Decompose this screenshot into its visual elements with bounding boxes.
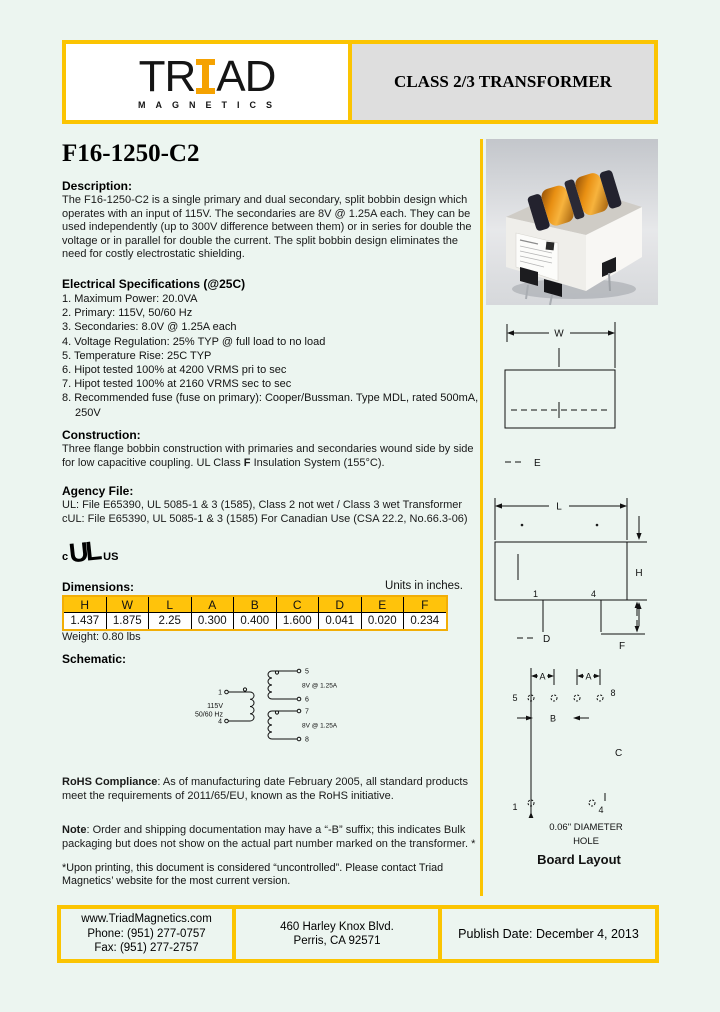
top-view-drawing xyxy=(487,318,657,486)
board-pin5-label: 5 xyxy=(512,693,518,703)
agency-section xyxy=(62,484,483,526)
construction-body xyxy=(62,443,483,470)
secondary1-rating-label: 8V @ 1.25A xyxy=(302,682,338,690)
board-layout-drawing xyxy=(487,660,667,872)
pin7-terminal-icon xyxy=(297,709,301,713)
pin4-terminal-icon xyxy=(225,719,229,723)
footer-website: www.TriadMagnetics.com xyxy=(81,913,212,926)
front-pin4-label: 4 xyxy=(591,589,597,599)
logo-text-ad: AD xyxy=(216,51,276,101)
header-box xyxy=(62,40,658,124)
electrical-list xyxy=(62,292,483,420)
dim-value: 0.300 xyxy=(191,613,234,631)
schematic-pin5-label: 5 xyxy=(305,668,309,676)
ul-mark-c: c xyxy=(62,551,69,563)
pin8-terminal-icon xyxy=(297,737,301,741)
footer-address-line1: 460 Harley Knox Blvd. xyxy=(280,920,394,933)
dim-header: E xyxy=(361,596,404,613)
primary-coil-icon xyxy=(250,692,254,721)
primary-polarity-dot xyxy=(243,688,246,691)
spec-item: 6. Hipot tested 100% at 4200 VRMS pri to sec xyxy=(62,364,287,377)
electrical-heading: Electrical Specifications (@25C) xyxy=(62,277,246,291)
dimensions-value-row xyxy=(63,613,447,631)
ul-mark-ul: UL xyxy=(67,535,101,569)
front-view-pins xyxy=(543,600,601,632)
footer-fax: Fax: (951) 277-2757 xyxy=(94,942,199,955)
f-dimension xyxy=(601,602,645,635)
w-dim-label: W xyxy=(554,328,564,340)
schematic-heading: Schematic: xyxy=(62,652,127,666)
spec-item: 5. Temperature Rise: 25C TYP xyxy=(62,349,212,362)
construction-text: Three flange bobbin construction with primaries and secondaries wound side by side for low capacitive coupling. UL Class xyxy=(62,443,474,469)
footer-contact-cell xyxy=(61,909,236,959)
a1-dim-label: A xyxy=(539,671,546,682)
board-pin1-label: 1 xyxy=(512,802,518,812)
secondary2-coil-icon xyxy=(268,711,272,739)
spec-item: 2. Primary: 115V, 50/60 Hz xyxy=(62,307,193,320)
pin6-terminal-icon xyxy=(297,697,301,701)
footer-phone: Phone: (951) 277-0757 xyxy=(87,927,206,940)
dim-value: 1.437 xyxy=(63,613,106,631)
pin5-terminal-icon xyxy=(297,669,301,673)
spec-item: 7. Hipot tested 100% at 2160 VRMS sec to sec xyxy=(62,378,292,391)
dim-value: 0.041 xyxy=(319,613,362,631)
note-paragraph xyxy=(62,824,483,851)
logo-subtitle: MAGNETICS xyxy=(138,99,282,110)
dim-value: 1.600 xyxy=(276,613,319,631)
c-dim-label: C xyxy=(615,748,623,759)
part-number: F16-1250-C2 xyxy=(62,140,200,167)
dim-header: W xyxy=(106,596,149,613)
front-pin1-label: 1 xyxy=(533,589,539,599)
description-body: The F16-1250-C2 is a single primary and dual secondary, split bobbin design which operates with an input of 115V. The secondaries are 8V @ 1.25A each. They can be used independently (up to 300V difference between them) or in series for double the voltage or in parallel for double the current. The split bobbin design eliminates the need for costly electrostatic shielding. xyxy=(62,194,472,261)
pin1-terminal-icon xyxy=(225,690,229,694)
top-view-outline xyxy=(505,348,615,428)
dim-value: 2.25 xyxy=(149,613,192,631)
footer-address-cell xyxy=(236,909,442,959)
secondary1-coil-icon xyxy=(268,671,272,699)
column-divider xyxy=(480,139,483,896)
board-holes-bottom xyxy=(528,793,605,818)
schematic-diagram xyxy=(190,663,350,761)
a2-dim-label: A xyxy=(585,671,592,682)
triad-ibeam-icon xyxy=(196,58,215,95)
dim-header: C xyxy=(276,596,319,613)
logo-text-tr: TR xyxy=(138,51,196,101)
hole-note-line2: HOLE xyxy=(573,836,599,847)
agency-heading: Agency File: xyxy=(62,484,134,498)
dim-header: A xyxy=(191,596,234,613)
description-section xyxy=(62,179,483,262)
schematic-pin1-label: 1 xyxy=(218,689,222,697)
construction-text-end: Insulation System (155°C). xyxy=(250,456,385,469)
spec-item: 1. Maximum Power: 20.0VA xyxy=(62,293,198,305)
document-title: CLASS 2/3 TRANSFORMER xyxy=(394,72,612,91)
dimensions-table xyxy=(62,595,448,631)
dim-value: 1.875 xyxy=(106,613,149,631)
dimensions-heading: Dimensions: xyxy=(62,580,135,594)
triad-logo xyxy=(66,44,352,120)
footer-publish-cell xyxy=(442,909,655,959)
construction-class-f: F xyxy=(243,456,251,469)
primary-voltage-label: 115V xyxy=(207,703,223,710)
secondary2-rating-label: 8V @ 1.25A xyxy=(302,722,338,730)
rohs-paragraph xyxy=(62,776,483,803)
dimensions-header-row xyxy=(63,596,447,613)
board-holes-top xyxy=(528,695,603,701)
schematic-pin4-label: 4 xyxy=(218,718,222,726)
board-reference-lines xyxy=(531,668,600,818)
dim-header: B xyxy=(234,596,277,613)
schematic-pin6-label: 6 xyxy=(305,696,309,704)
construction-section xyxy=(62,428,483,470)
l-dim-label: L xyxy=(556,501,562,513)
h-dim-label: H xyxy=(635,568,643,579)
electrical-section xyxy=(62,277,483,420)
banner-cell xyxy=(352,44,654,120)
front-view-drawing xyxy=(487,492,662,660)
d-dim-label: D xyxy=(543,634,551,645)
spec-item: 8. Recommended fuse (fuse on primary): Cooper/Bussman. Type MDL, rated 500mA, 250V xyxy=(62,392,479,419)
rohs-rest: : As of manufacturing date February 2005, all standard products meet the requirements of 2011/65/EU, known as the RoHS initiative. xyxy=(62,776,468,802)
spec-item: 3. Secondaries: 8.0V @ 1.25A each xyxy=(62,321,237,334)
spec-item: 4. Voltage Regulation: 25% TYP @ full load to no load xyxy=(62,335,326,348)
footer-box xyxy=(57,905,659,963)
note-rest: : Order and shipping documentation may have a “-B” suffix; this indicates Bulk packaging but does not show on the actual part number marked on the transformer. * xyxy=(62,824,476,850)
product-photo xyxy=(486,139,658,305)
board-pin8-label: 8 xyxy=(610,688,616,698)
agency-line1: UL: File E65390, UL 5085-1 & 3 (1585), Class 2 not wet / Class 3 wet Transformer xyxy=(62,499,463,511)
weight-label: Weight: 0.80 lbs xyxy=(62,631,141,643)
board-layout-title: Board Layout xyxy=(537,852,621,867)
ul-mark-us: US xyxy=(103,551,119,563)
dim-value: 0.400 xyxy=(234,613,277,631)
dim-header: L xyxy=(149,596,192,613)
f-dim-label: F xyxy=(619,641,626,652)
dim-header: F xyxy=(404,596,447,613)
description-heading: Description: xyxy=(62,179,133,193)
primary-freq-label: 50/60 Hz xyxy=(194,711,223,719)
e-dim-label: E xyxy=(534,458,541,469)
construction-heading: Construction: xyxy=(62,428,141,442)
front-view-outline xyxy=(495,524,647,600)
rohs-lead: RoHS Compliance xyxy=(62,776,158,788)
dim-value: 0.234 xyxy=(404,613,447,631)
footer-address-line2: Perris, CA 92571 xyxy=(293,935,381,947)
b-dim-label: B xyxy=(549,713,557,724)
cul-us-certification-icon xyxy=(62,535,119,569)
dim-header: D xyxy=(319,596,362,613)
footnote-paragraph: *Upon printing, this document is considered “uncontrolled”. Please contact Triad Magnetics’ website for the most current version. xyxy=(62,862,444,888)
schematic-pin7-label: 7 xyxy=(305,708,309,716)
units-label: Units in inches. xyxy=(385,580,463,592)
dim-value: 0.020 xyxy=(361,613,404,631)
dim-header: H xyxy=(63,596,106,613)
schematic-pin8-label: 8 xyxy=(305,736,309,744)
triad-wordmark xyxy=(138,51,276,101)
footer-publish-date: Publish Date: December 4, 2013 xyxy=(458,926,639,941)
board-pin4-label: 4 xyxy=(598,805,604,815)
hole-note-line1: 0.06" DIAMETER xyxy=(549,822,623,833)
note-lead: Note xyxy=(62,824,87,836)
agency-line2: cUL: File E65390, UL 5085-1 & 3 (1585) For Canadian Use (CSA 22.2, No.66.3-06) xyxy=(62,512,468,525)
